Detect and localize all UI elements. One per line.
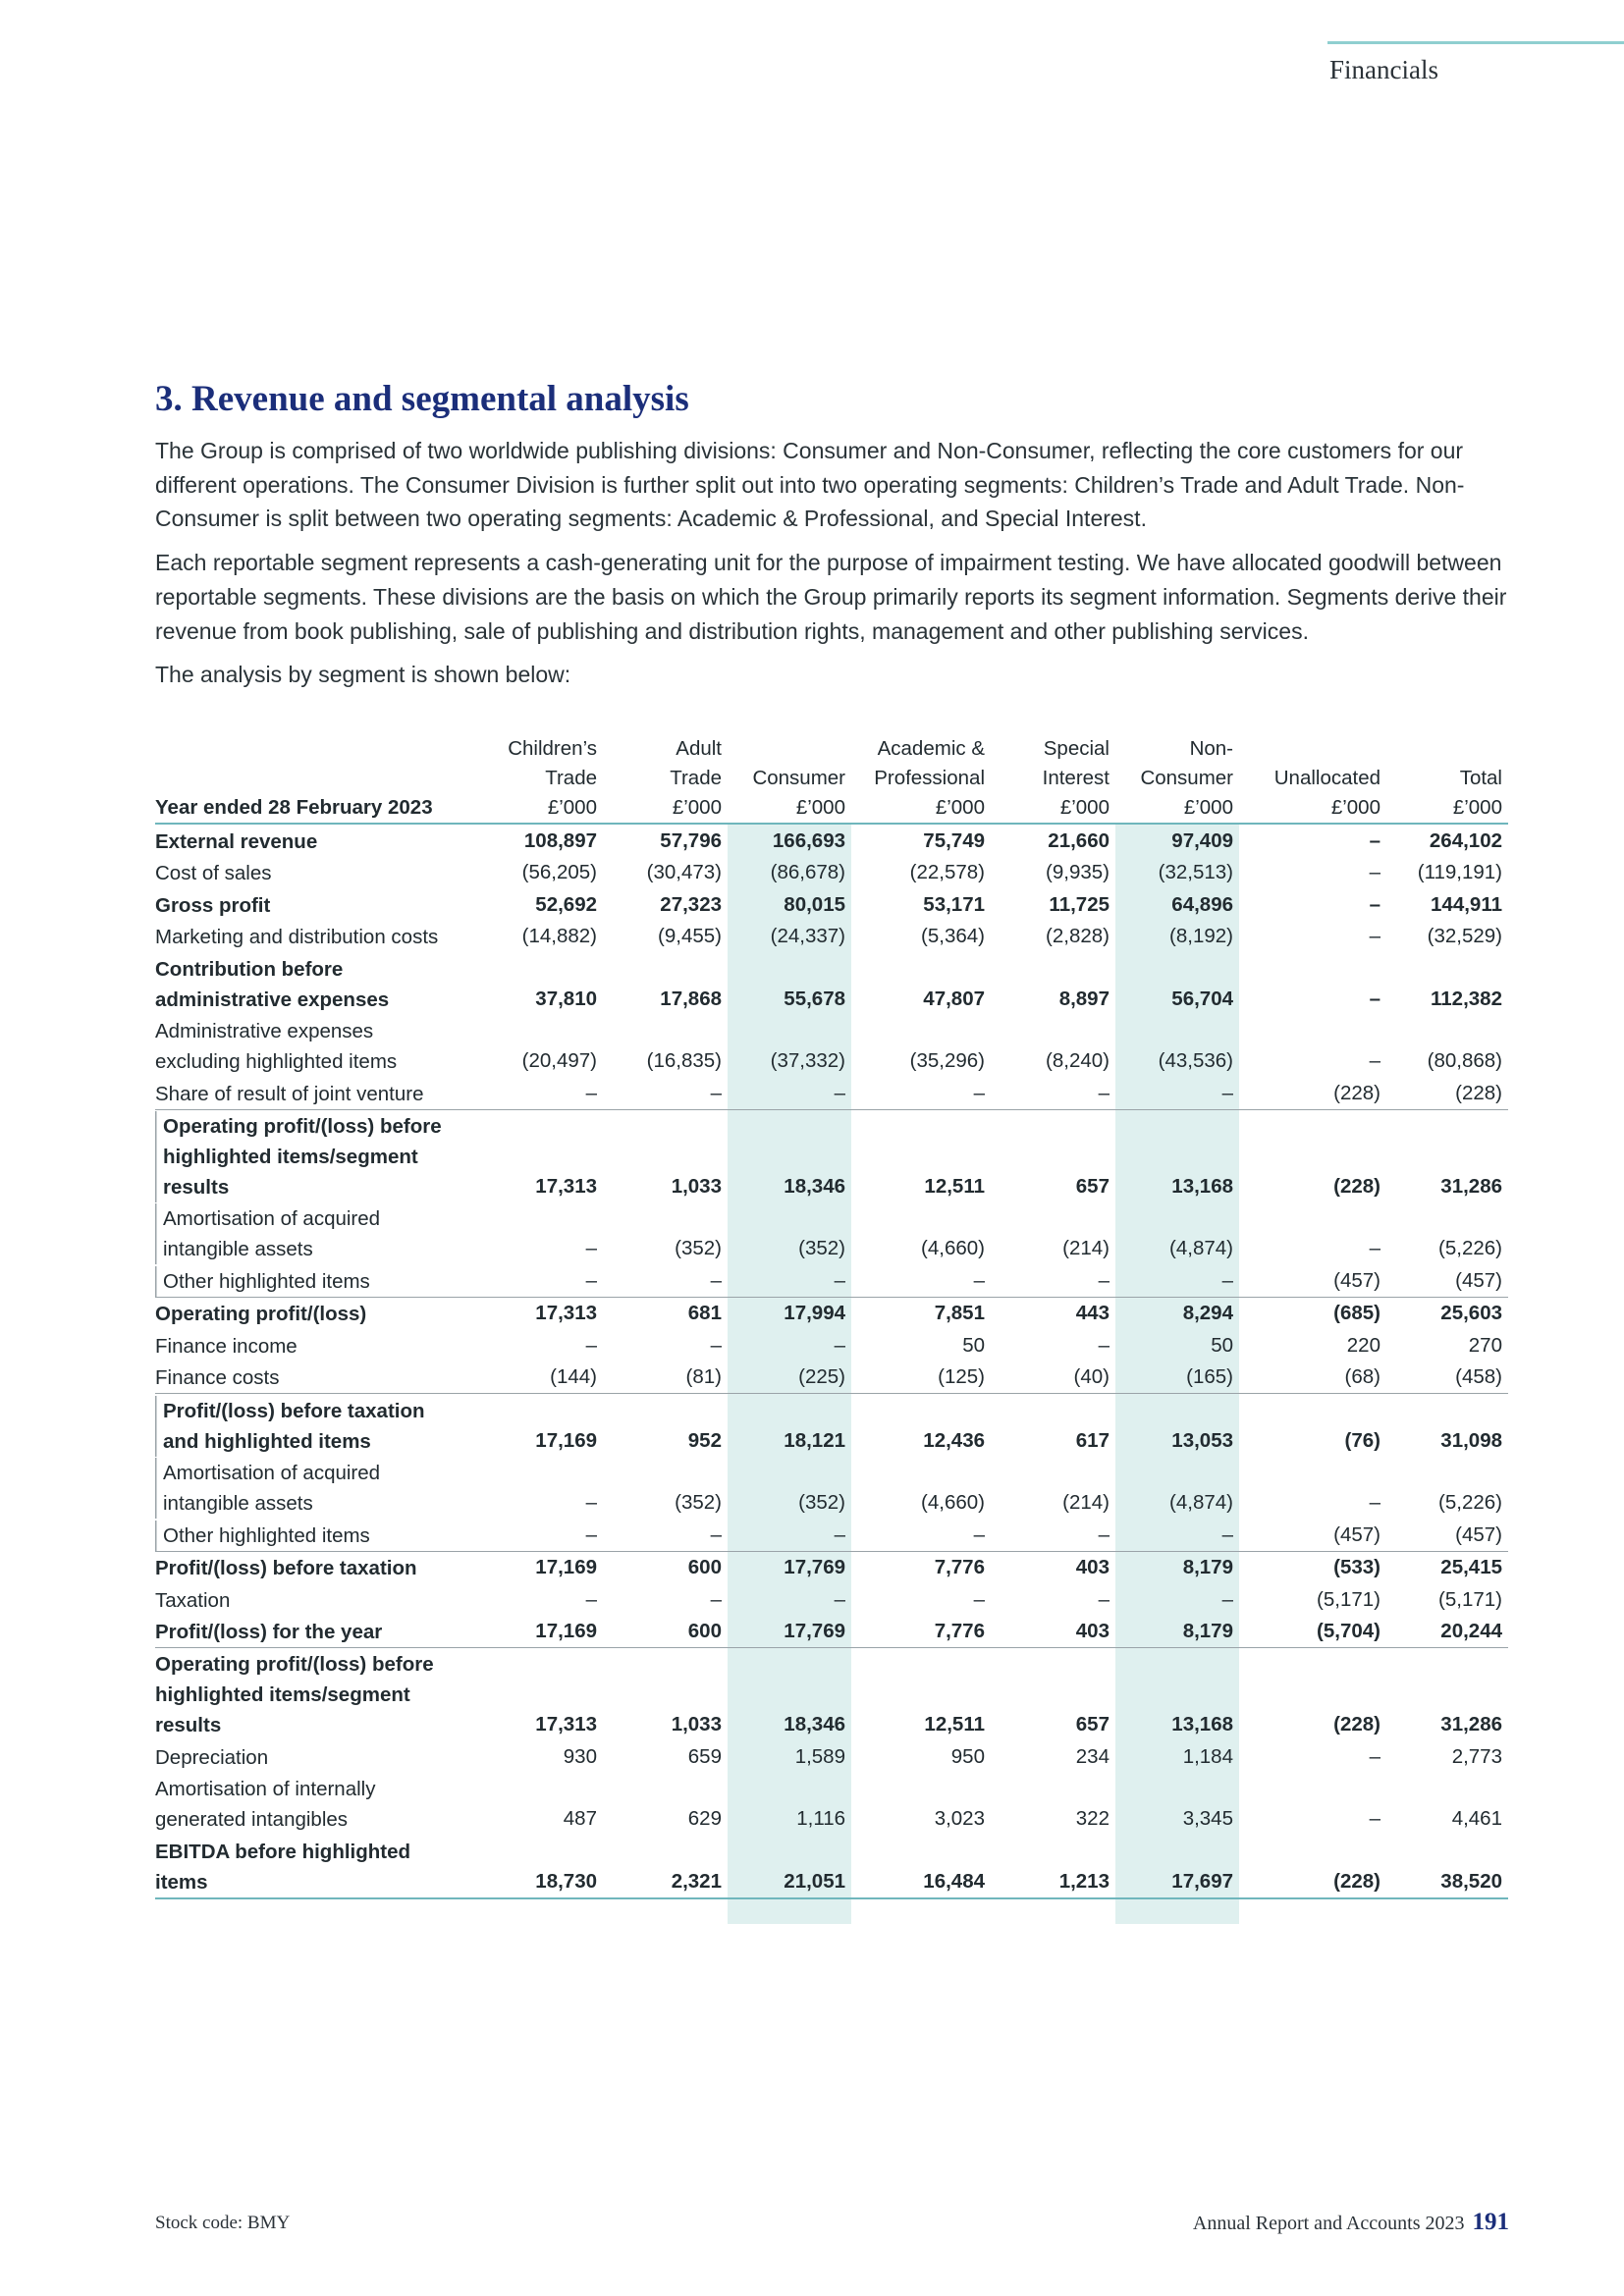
table-cell: – (1369, 1744, 1380, 1768)
table-cell: – (585, 1491, 597, 1514)
table-cell: 17,994 (784, 1302, 845, 1324)
table-cell: 17,697 (1171, 1869, 1233, 1893)
table-row (155, 888, 1508, 921)
intro-text (155, 434, 1510, 702)
table-cell: 403 (1075, 1556, 1110, 1578)
table-cell: – (1098, 1522, 1110, 1546)
table-cell: – (834, 1333, 845, 1357)
column-header: Special Interest £’000 (1042, 737, 1110, 819)
table-cell: 3,023 (934, 1807, 985, 1830)
row-label: Operating profit/(loss) (155, 1303, 367, 1325)
table-cell: (458) (1455, 1365, 1502, 1388)
row-label: Gross profit (155, 893, 271, 917)
table-cell: (68) (1344, 1365, 1380, 1388)
table-cell: – (973, 1587, 985, 1611)
table-row (155, 1552, 1508, 1584)
row-label: Contribution before administrative expenses (155, 957, 390, 1011)
table-cell: (43,536) (1158, 1049, 1233, 1072)
table-cell: – (1098, 1268, 1110, 1292)
table-cell: 18,346 (784, 1174, 845, 1198)
table-cell: 7,776 (934, 1620, 985, 1642)
table-cell: (40) (1073, 1365, 1110, 1388)
table-cell: 53,171 (923, 892, 985, 916)
table-cell: – (1369, 1807, 1380, 1830)
table-cell: – (973, 1268, 985, 1292)
table-cell: 8,294 (1182, 1302, 1233, 1324)
table-cell: (5,704) (1317, 1620, 1380, 1642)
row-label: Other highlighted items (155, 1521, 479, 1551)
table-cell: 17,313 (535, 1302, 597, 1324)
table-cell: 97,409 (1171, 828, 1233, 852)
table-cell: 13,168 (1171, 1713, 1233, 1735)
table-row (155, 1298, 1508, 1330)
table-cell: 37,810 (535, 987, 597, 1010)
table-cell: 443 (1075, 1302, 1110, 1324)
table-cell: (16,835) (646, 1049, 722, 1072)
table-cell: (125) (938, 1365, 985, 1388)
table-cell: 8,179 (1182, 1620, 1233, 1642)
table-cell: (32,529) (1427, 925, 1502, 947)
table-cell: 12,511 (924, 1174, 985, 1198)
table-cell: 12,511 (924, 1713, 985, 1735)
table-cell: (4,660) (921, 1491, 985, 1514)
table-row (155, 921, 1508, 953)
table-cell: – (1098, 1081, 1110, 1104)
table-row (155, 857, 1508, 889)
column-header: Total £’000 (1452, 767, 1502, 819)
table-cell: 17,169 (535, 1620, 597, 1642)
table-row (155, 1202, 1508, 1265)
table-cell: 2,321 (671, 1869, 722, 1893)
table-cell: 1,184 (1182, 1744, 1233, 1768)
table-row (155, 1362, 1508, 1394)
table-cell: 8,897 (1058, 987, 1110, 1010)
row-label: Cost of sales (155, 862, 272, 884)
table-cell: (35,296) (909, 1049, 985, 1072)
row-label: Amortisation of acquired intangible assets (155, 1458, 479, 1519)
table-cell: – (585, 1268, 597, 1292)
table-cell: 144,911 (1431, 892, 1502, 916)
row-label: Finance income (155, 1334, 298, 1358)
table-cell: 27,323 (660, 892, 722, 916)
table-cell: 1,116 (796, 1807, 845, 1830)
table-cell: – (710, 1522, 722, 1546)
table-row (155, 825, 1508, 857)
table-cell: 166,693 (772, 828, 845, 852)
table-cell: (9,455) (658, 925, 722, 947)
table-cell: 50 (1211, 1333, 1233, 1357)
table-cell: – (1369, 892, 1380, 916)
table-cell: 16,484 (923, 1869, 985, 1893)
table-cell: 13,053 (1171, 1428, 1233, 1452)
report-name: Annual Report and Accounts 2023 (1192, 2213, 1465, 2234)
table-cell: (20,497) (521, 1049, 597, 1072)
row-label: Share of result of joint venture (155, 1082, 424, 1105)
table-cell: 952 (687, 1428, 722, 1452)
table-cell: (685) (1333, 1302, 1380, 1324)
table-cell: – (585, 1237, 597, 1259)
table-cell: – (1098, 1333, 1110, 1357)
table-header-row (155, 734, 1508, 825)
table-cell: 659 (687, 1744, 722, 1768)
table-cell: (30,473) (646, 861, 722, 883)
table-cell: – (973, 1522, 985, 1546)
table-row (155, 1109, 1508, 1202)
table-cell: (37,332) (770, 1049, 845, 1072)
table-cell: 80,015 (784, 892, 845, 916)
row-label: Amortisation of internally generated intangibles (155, 1778, 376, 1831)
stock-code: Stock code: BMY (155, 2213, 291, 2233)
table-cell: 950 (950, 1744, 985, 1768)
table-cell: – (710, 1081, 722, 1104)
table-cell: (4,874) (1169, 1491, 1233, 1514)
table-cell: 681 (687, 1302, 722, 1324)
table-cell: 112,382 (1431, 987, 1502, 1010)
intro-paragraph: The Group is comprised of two worldwide publishing divisions: Consumer and Non-Consumer, reflecting the core customers for our different operations. The Consumer Division is further split out into two operating segments: Children’s Trade and Adult Trade. Non-Consumer is split between two operating segments: Academic & Professional, and Special Interest. (155, 438, 1465, 532)
table-cell: (5,171) (1317, 1587, 1380, 1611)
table-cell: 18,730 (535, 1869, 597, 1893)
table-cell: (144) (550, 1365, 597, 1388)
table-cell: 50 (962, 1333, 985, 1357)
table-cell: 13,168 (1171, 1174, 1233, 1198)
table-cell: 17,769 (784, 1620, 845, 1642)
table-cell: (5,171) (1438, 1587, 1502, 1611)
table-row (155, 1393, 1508, 1457)
table-cell: – (1221, 1081, 1233, 1104)
table-cell: 2,773 (1451, 1744, 1502, 1768)
intro-paragraph: Each reportable segment represents a cash-generating unit for the purpose of impairment testing. We have allocated goodwill between reportable segments. These divisions are the basis on which the Group primarily reports its segment information. Segments derive their revenue from book publishing, sale of publishing and distribution rights, management and other publishing services. (155, 550, 1507, 644)
column-header: Academic & Professional £’000 (874, 737, 985, 819)
table-cell: 8,179 (1182, 1556, 1233, 1578)
table-cell: 31,098 (1440, 1428, 1502, 1452)
column-header: Consumer £’000 (752, 767, 845, 819)
table-cell: (228) (1455, 1081, 1502, 1104)
row-label: Operating profit/(loss) before highlighted items/segment results (155, 1653, 434, 1736)
table-cell: 25,603 (1440, 1302, 1502, 1324)
table-cell: 1,589 (794, 1744, 845, 1768)
page-number: 191 (1472, 2209, 1509, 2235)
section-title: 3. Revenue and segmental analysis (155, 379, 689, 419)
intro-paragraph: The analysis by segment is shown below: (155, 662, 571, 688)
table-cell: 21,660 (1048, 828, 1110, 852)
table-row (155, 952, 1508, 1015)
row-label: External revenue (155, 829, 318, 853)
table-cell: (228) (1333, 1869, 1380, 1893)
row-label: EBITDA before highlighted items (155, 1840, 411, 1894)
table-cell: – (710, 1268, 722, 1292)
table-cell: – (1098, 1587, 1110, 1611)
table-cell: (56,205) (521, 861, 597, 883)
table-cell: 930 (563, 1744, 597, 1768)
table-cell: 4,461 (1451, 1807, 1502, 1830)
table-cell: (165) (1186, 1365, 1233, 1388)
table-cell: 1,033 (671, 1174, 722, 1198)
table-cell: 31,286 (1440, 1174, 1502, 1198)
table-cell: 17,313 (535, 1713, 597, 1735)
table-cell: – (1369, 925, 1380, 947)
table-cell: 264,102 (1429, 828, 1502, 852)
table-cell: (22,578) (909, 861, 985, 883)
table-cell: 3,345 (1182, 1807, 1233, 1830)
table-cell: (32,513) (1158, 861, 1233, 883)
table-cell: (228) (1333, 1081, 1380, 1104)
table-row (155, 1015, 1508, 1078)
period-label: Year ended 28 February 2023 (155, 796, 433, 819)
table-cell: (76) (1344, 1428, 1380, 1452)
table-cell: 75,749 (923, 828, 985, 852)
table-cell: 1,033 (671, 1713, 722, 1735)
table-cell: 18,121 (784, 1428, 845, 1452)
table-cell: (352) (798, 1491, 845, 1514)
table-cell: (225) (798, 1365, 845, 1388)
table-cell: (457) (1333, 1522, 1380, 1546)
table-cell: (457) (1333, 1268, 1380, 1292)
table-cell: (228) (1333, 1713, 1380, 1735)
column-header: Adult Trade £’000 (670, 737, 722, 819)
table-cell: 11,725 (1049, 892, 1110, 916)
table-cell: (352) (798, 1237, 845, 1259)
table-cell: 17,769 (784, 1556, 845, 1578)
table-cell: – (710, 1587, 722, 1611)
table-cell: – (1369, 987, 1380, 1010)
table-row (155, 1077, 1508, 1109)
table-cell: 38,520 (1440, 1869, 1502, 1893)
table-cell: 270 (1468, 1333, 1502, 1357)
row-label: Operating profit/(loss) before highlighted items/segment results (155, 1111, 479, 1202)
table-cell: – (834, 1522, 845, 1546)
section-label: Financials (1329, 55, 1438, 84)
table-cell: 17,868 (660, 987, 722, 1010)
table-cell: 234 (1075, 1744, 1110, 1768)
table-row (155, 1264, 1508, 1298)
table-cell: (533) (1333, 1556, 1380, 1578)
table-cell: 108,897 (523, 828, 597, 852)
table-cell: 20,244 (1440, 1620, 1502, 1642)
table-cell: (119,191) (1417, 861, 1502, 883)
table-cell: – (1369, 861, 1380, 883)
table-cell: 403 (1075, 1620, 1110, 1642)
table-cell: 17,169 (535, 1556, 597, 1578)
table-cell: 657 (1075, 1174, 1110, 1198)
table-cell: (214) (1062, 1491, 1110, 1514)
table-cell: 17,169 (535, 1428, 597, 1452)
row-label: Profit/(loss) before taxation (155, 1557, 417, 1579)
table-cell: – (1369, 1049, 1380, 1072)
table-row (155, 1616, 1508, 1648)
column-header: Unallocated £’000 (1273, 767, 1380, 819)
row-label: Other highlighted items (155, 1266, 479, 1297)
table-cell: 600 (687, 1620, 722, 1642)
table-cell: 56,704 (1171, 987, 1233, 1010)
table-cell: (14,882) (521, 925, 597, 947)
row-label: Marketing and distribution costs (155, 926, 439, 948)
table-cell: (80,868) (1427, 1049, 1502, 1072)
table-cell: 17,313 (535, 1174, 597, 1198)
table-row (155, 1835, 1508, 1899)
table-cell: 18,346 (784, 1713, 845, 1735)
table-cell: – (973, 1081, 985, 1104)
table-cell: – (1221, 1268, 1233, 1292)
table-cell: – (1221, 1522, 1233, 1546)
row-label: Administrative expenses excluding highlighted items (155, 1020, 398, 1073)
table-cell: (24,337) (770, 925, 845, 947)
table-cell: – (834, 1081, 845, 1104)
table-cell: 657 (1075, 1713, 1110, 1735)
row-label: Depreciation (155, 1745, 269, 1769)
segment-analysis-table (155, 734, 1508, 1899)
table-cell: 7,851 (934, 1302, 985, 1324)
table-cell: – (1369, 1491, 1380, 1514)
table-cell: 1,213 (1058, 1869, 1110, 1893)
table-row (155, 1457, 1508, 1520)
row-label: Profit/(loss) for the year (155, 1621, 383, 1643)
table-cell: (352) (675, 1491, 722, 1514)
table-cell: 47,807 (923, 987, 985, 1010)
table-cell: – (834, 1587, 845, 1611)
table-cell: 52,692 (535, 892, 597, 916)
row-label: Profit/(loss) before taxation and highlighted items (155, 1396, 479, 1457)
row-label: Finance costs (155, 1366, 280, 1389)
table-cell: (8,240) (1046, 1049, 1110, 1072)
table-cell: 25,415 (1440, 1556, 1502, 1578)
table-cell: 55,678 (784, 987, 845, 1010)
table-cell: – (1221, 1587, 1233, 1611)
table-row (155, 1773, 1508, 1836)
table-row (155, 1519, 1508, 1552)
table-cell: 629 (687, 1807, 722, 1830)
table-cell: (228) (1333, 1174, 1380, 1198)
table-cell: – (585, 1081, 597, 1104)
table-cell: – (1369, 828, 1380, 852)
table-row (155, 1329, 1508, 1362)
table-cell: 600 (687, 1556, 722, 1578)
header-accent-rule (1327, 41, 1624, 44)
table-cell: 21,051 (784, 1869, 845, 1893)
table-cell: 31,286 (1440, 1713, 1502, 1735)
column-header: Children’s Trade £’000 (508, 737, 597, 819)
table-cell: (5,226) (1438, 1237, 1502, 1259)
table-cell: – (585, 1333, 597, 1357)
table-cell: (81) (685, 1365, 722, 1388)
table-cell: – (585, 1587, 597, 1611)
table-body (155, 825, 1508, 1899)
footer-report (1193, 2209, 1509, 2236)
table-cell: 617 (1075, 1428, 1110, 1452)
table-row (155, 1740, 1508, 1773)
table-cell: – (710, 1333, 722, 1357)
table-cell: (457) (1455, 1522, 1502, 1546)
table-cell: – (1369, 1237, 1380, 1259)
table-cell: (352) (675, 1237, 722, 1259)
table-cell: (4,874) (1169, 1237, 1233, 1259)
table-cell: (2,828) (1046, 925, 1110, 947)
table-cell: 322 (1075, 1807, 1110, 1830)
table-cell: 487 (563, 1807, 597, 1830)
table-cell: (8,192) (1169, 925, 1233, 947)
table-cell: 64,896 (1171, 892, 1233, 916)
table-cell: – (834, 1268, 845, 1292)
table-cell: (4,660) (921, 1237, 985, 1259)
table-cell: (5,226) (1438, 1491, 1502, 1514)
table-cell: (9,935) (1046, 861, 1110, 883)
table-cell: 220 (1346, 1333, 1380, 1357)
table-cell: 12,436 (923, 1428, 985, 1452)
table-row (155, 1647, 1508, 1740)
table-cell: (457) (1455, 1268, 1502, 1292)
table-cell: (214) (1062, 1237, 1110, 1259)
table-row (155, 1583, 1508, 1616)
table-cell: 57,796 (660, 828, 722, 852)
table-cell: (86,678) (770, 861, 845, 883)
column-header: Non- Consumer £’000 (1140, 737, 1233, 819)
table-cell: (5,364) (921, 925, 985, 947)
table-cell: 7,776 (934, 1556, 985, 1578)
table-cell: – (585, 1522, 597, 1546)
row-label: Taxation (155, 1588, 231, 1612)
row-label: Amortisation of acquired intangible assets (155, 1203, 479, 1264)
